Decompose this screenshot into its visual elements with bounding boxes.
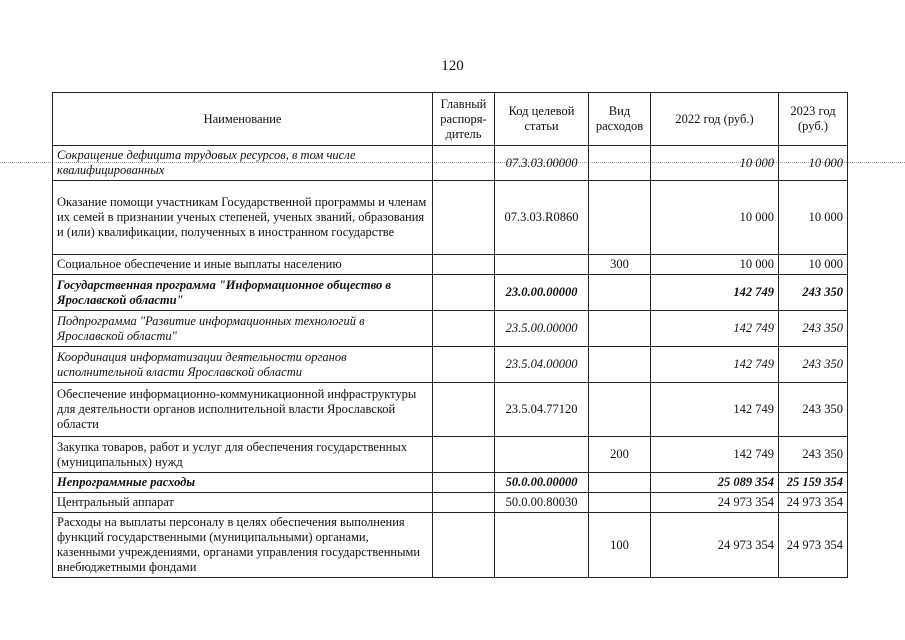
- row-name-cell: Закупка товаров, работ и услуг для обеспечения государственных (муниципальных) нужд: [53, 437, 433, 473]
- row-code-cell: 23.0.00.00000: [495, 275, 589, 311]
- row-code-cell: 50.0.00.80030: [495, 493, 589, 513]
- row-manager-cell: [433, 473, 495, 493]
- row-2022-cell: 142 749: [651, 275, 779, 311]
- row-2022-cell: 142 749: [651, 437, 779, 473]
- row-name-cell: Обеспечение информационно-коммуникационной инфраструктуры для деятельности органов исполнительной власти Ярославской области: [53, 383, 433, 437]
- header-kind: Вид расходов: [589, 93, 651, 146]
- row-manager-cell: [433, 383, 495, 437]
- row-manager-cell: [433, 513, 495, 578]
- row-2022-cell: 142 749: [651, 383, 779, 437]
- row-code-cell: [495, 513, 589, 578]
- table-row: [53, 383, 848, 437]
- row-2023-cell: 243 350: [779, 275, 848, 311]
- table-row: [53, 513, 848, 578]
- row-name-cell: Подпрограмма "Развитие информационных технологий в Ярославской области": [53, 311, 433, 347]
- row-name-cell: Государственная программа "Информационное общество в Ярославской области": [53, 275, 433, 311]
- row-manager-cell: [433, 275, 495, 311]
- row-kind-cell: [589, 493, 651, 513]
- row-2023-cell: 25 159 354: [779, 473, 848, 493]
- table-row: [53, 437, 848, 473]
- row-kind-cell: [589, 383, 651, 437]
- table-row: [53, 181, 848, 255]
- row-manager-cell: [433, 146, 495, 181]
- row-code-cell: [495, 437, 589, 473]
- row-2023-cell: 10 000: [779, 255, 848, 275]
- row-name-cell: Центральный аппарат: [53, 493, 433, 513]
- row-2023-cell: 243 350: [779, 347, 848, 383]
- row-2023-cell: 24 973 354: [779, 513, 848, 578]
- row-code-cell: 23.5.00.00000: [495, 311, 589, 347]
- row-2023-cell: 10 000: [779, 181, 848, 255]
- row-name-cell: Оказание помощи участникам Государственной программы и членам их семей в признании ученых степеней, ученых званий, образования и (или) квалификации, полученных в иностранном государстве: [53, 181, 433, 255]
- row-2022-cell: 142 749: [651, 311, 779, 347]
- budget-table: [52, 92, 848, 578]
- row-2023-cell: 243 350: [779, 437, 848, 473]
- row-2022-cell: 10 000: [651, 255, 779, 275]
- row-name-cell: Координация информатизации деятельности органов исполнительной власти Ярославской области: [53, 347, 433, 383]
- row-2022-cell: 142 749: [651, 347, 779, 383]
- row-kind-cell: 100: [589, 513, 651, 578]
- header-2023: 2023 год (руб.): [779, 93, 848, 146]
- row-2023-cell: 24 973 354: [779, 493, 848, 513]
- row-manager-cell: [433, 311, 495, 347]
- page-number: 120: [441, 58, 464, 74]
- row-2022-cell: 10 000: [651, 146, 779, 181]
- row-kind-cell: 200: [589, 437, 651, 473]
- table-row: [53, 146, 848, 181]
- table-row: [53, 473, 848, 493]
- table-header-row: [53, 93, 848, 146]
- row-code-cell: 07.3.03.00000: [495, 146, 589, 181]
- row-2023-cell: 10 000: [779, 146, 848, 181]
- row-manager-cell: [433, 437, 495, 473]
- row-code-cell: 23.5.04.77120: [495, 383, 589, 437]
- header-name: Наименование: [53, 93, 433, 146]
- row-2022-cell: 25 089 354: [651, 473, 779, 493]
- row-name-cell: Непрограммные расходы: [53, 473, 433, 493]
- row-kind-cell: [589, 146, 651, 181]
- table-row: [53, 311, 848, 347]
- row-code-cell: 50.0.00.00000: [495, 473, 589, 493]
- row-code-cell: 23.5.04.00000: [495, 347, 589, 383]
- row-2022-cell: 24 973 354: [651, 513, 779, 578]
- header-code: Код целевой статьи: [495, 93, 589, 146]
- row-kind-cell: [589, 311, 651, 347]
- row-manager-cell: [433, 347, 495, 383]
- table-row: [53, 255, 848, 275]
- row-manager-cell: [433, 181, 495, 255]
- row-2022-cell: 24 973 354: [651, 493, 779, 513]
- row-kind-cell: [589, 347, 651, 383]
- table-row: [53, 493, 848, 513]
- row-2023-cell: 243 350: [779, 383, 848, 437]
- row-name-cell: Социальное обеспечение и иные выплаты населению: [53, 255, 433, 275]
- row-kind-cell: [589, 473, 651, 493]
- row-2023-cell: 243 350: [779, 311, 848, 347]
- row-kind-cell: 300: [589, 255, 651, 275]
- header-2022: 2022 год (руб.): [651, 93, 779, 146]
- row-name-cell: Расходы на выплаты персоналу в целях обеспечения выполнения функций государственными (муниципальными) органами, казенными учреждениями, органами управления государственными внебюджетными фондами: [53, 513, 433, 578]
- table-row: [53, 347, 848, 383]
- row-kind-cell: [589, 275, 651, 311]
- table-row: [53, 275, 848, 311]
- row-code-cell: [495, 255, 589, 275]
- header-manager: Главный распоря-дитель: [433, 93, 495, 146]
- row-name-cell: Сокращение дефицита трудовых ресурсов, в том числе квалифицированных: [53, 146, 433, 181]
- row-manager-cell: [433, 255, 495, 275]
- row-manager-cell: [433, 493, 495, 513]
- row-2022-cell: 10 000: [651, 181, 779, 255]
- row-kind-cell: [589, 181, 651, 255]
- row-code-cell: 07.3.03.R0860: [495, 181, 589, 255]
